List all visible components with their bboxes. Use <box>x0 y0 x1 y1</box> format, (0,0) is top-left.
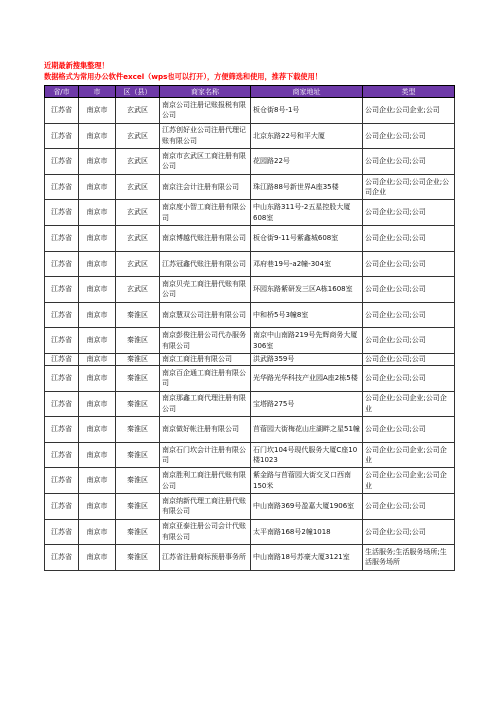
business-name-cell: 南京慧双公司注册有限公司 <box>160 302 251 328</box>
table-row <box>45 353 455 365</box>
table-row <box>45 302 455 328</box>
province-cell: 江苏省 <box>45 200 79 226</box>
address-cell: 板仓街8号-1号 <box>251 98 363 124</box>
address-cell: 洪武路359号 <box>251 353 363 365</box>
business-name-cell: 南京那鑫工商代理注册有限公司 <box>160 391 251 417</box>
business-name-cell: 南京市玄武区工商注册有限公司 <box>160 149 251 175</box>
table-row <box>45 328 455 354</box>
business-name-cell: 南京石门坎会计注册有限公司 <box>160 442 251 468</box>
district-cell: 秦淮区 <box>116 353 160 365</box>
city-cell: 南京市 <box>79 353 116 365</box>
table-row <box>45 468 455 494</box>
business-name-cell: 江苏省注册商标预册事务所 <box>160 545 251 571</box>
table-row <box>45 200 455 226</box>
province-cell: 江苏省 <box>45 353 79 365</box>
address-cell: 光华路光华科技产业园A座2栋5楼 <box>251 365 363 391</box>
district-cell: 秦淮区 <box>116 442 160 468</box>
province-cell: 江苏省 <box>45 493 79 519</box>
district-cell: 秦淮区 <box>116 545 160 571</box>
header-type: 类型 <box>363 86 455 98</box>
type-cell: 公司企业;公司;公司 <box>363 519 455 545</box>
type-cell: 公司企业;公司;公司 <box>363 328 455 354</box>
business-name-cell: 南京百企通工商注册有限公司 <box>160 365 251 391</box>
address-cell: 中和桥5号3幢8室 <box>251 302 363 328</box>
district-cell: 秦淮区 <box>116 519 160 545</box>
district-cell: 秦淮区 <box>116 468 160 494</box>
province-cell: 江苏省 <box>45 545 79 571</box>
city-cell: 南京市 <box>79 519 116 545</box>
address-cell: 宝塔路275号 <box>251 391 363 417</box>
table-row <box>45 519 455 545</box>
business-name-cell: 南京胜利工商注册代账有限公司 <box>160 468 251 494</box>
city-cell: 南京市 <box>79 417 116 443</box>
province-cell: 江苏省 <box>45 302 79 328</box>
district-cell: 秦淮区 <box>116 302 160 328</box>
district-cell: 秦淮区 <box>116 328 160 354</box>
address-cell: 板仓街9-11号紫鑫城608室 <box>251 225 363 251</box>
header-city: 市 <box>79 86 116 98</box>
business-name-cell: 南京注会计注册有限公司 <box>160 174 251 200</box>
notice-line-1: 近期最新搜集整理！ <box>44 61 109 70</box>
district-cell: 玄武区 <box>116 200 160 226</box>
address-cell: 邓府巷19号-a2幢-304室 <box>251 251 363 277</box>
table-row <box>45 251 455 277</box>
address-cell: 花园路22号 <box>251 149 363 175</box>
address-cell: 北京东路22号和平大厦 <box>251 123 363 149</box>
province-cell: 江苏省 <box>45 328 79 354</box>
address-cell: 中山南路18号苏豪大厦3121室 <box>251 545 363 571</box>
type-cell: 公司企业;公司;公司 <box>363 149 455 175</box>
type-cell: 公司企业;公司企业;公司企业 <box>363 442 455 468</box>
district-cell: 玄武区 <box>116 149 160 175</box>
business-name-cell: 江苏创好业公司注册代理记账有限公司 <box>160 123 251 149</box>
province-cell: 江苏省 <box>45 251 79 277</box>
type-cell: 公司企业;公司;公司 <box>363 493 455 519</box>
province-cell: 江苏省 <box>45 391 79 417</box>
type-cell: 公司企业;公司企业;公司企业 <box>363 391 455 417</box>
header-district: 区（县） <box>116 86 160 98</box>
city-cell: 南京市 <box>79 149 116 175</box>
address-cell: 环园东路紫研发三区A栋1608室 <box>251 277 363 303</box>
city-cell: 南京市 <box>79 442 116 468</box>
address-cell: 石门坎104号现代服务大厦C座10楼1023 <box>251 442 363 468</box>
table-row <box>45 174 455 200</box>
city-cell: 南京市 <box>79 391 116 417</box>
province-cell: 江苏省 <box>45 174 79 200</box>
province-cell: 江苏省 <box>45 225 79 251</box>
table-row <box>45 545 455 571</box>
province-cell: 江苏省 <box>45 468 79 494</box>
city-cell: 南京市 <box>79 365 116 391</box>
type-cell: 公司企业;公司;公司 <box>363 353 455 365</box>
business-listing-table <box>44 85 455 571</box>
header-province: 省/市 <box>45 86 79 98</box>
type-cell: 公司企业;公司;公司 <box>363 277 455 303</box>
table-row <box>45 442 455 468</box>
business-name-cell: 南京彭俊注册公司代办服务有限公司 <box>160 328 251 354</box>
district-cell: 秦淮区 <box>116 493 160 519</box>
notice-line-2: 数据格式为常用办公软件excel（wps也可以打开），方便筛选和使用，推荐下载使用！ <box>44 71 322 81</box>
table-row <box>45 225 455 251</box>
table-row <box>45 391 455 417</box>
business-name-cell: 南京博越代账注册有限公司 <box>160 225 251 251</box>
table-row <box>45 149 455 175</box>
address-cell: 南京中山南路219号先辉商务大厦306室 <box>251 328 363 354</box>
city-cell: 南京市 <box>79 328 116 354</box>
business-name-cell: 南京纳新代理工商注册代账有限公司 <box>160 493 251 519</box>
table-row <box>45 277 455 303</box>
province-cell: 江苏省 <box>45 123 79 149</box>
business-name-cell: 南京度小智工商注册有限公司 <box>160 200 251 226</box>
city-cell: 南京市 <box>79 277 116 303</box>
district-cell: 玄武区 <box>116 225 160 251</box>
district-cell: 玄武区 <box>116 277 160 303</box>
city-cell: 南京市 <box>79 123 116 149</box>
district-cell: 玄武区 <box>116 123 160 149</box>
table-body <box>45 98 455 571</box>
address-cell: 太平南路168号2幢1018 <box>251 519 363 545</box>
district-cell: 玄武区 <box>116 251 160 277</box>
type-cell: 公司企业;公司;公司 <box>363 365 455 391</box>
address-cell: 中山东路311号-2五星控股大厦608室 <box>251 200 363 226</box>
province-cell: 江苏省 <box>45 519 79 545</box>
city-cell: 南京市 <box>79 493 116 519</box>
type-cell: 公司企业;公司;公司企业;公司企业 <box>363 174 455 200</box>
type-cell: 公司企业;公司;公司 <box>363 225 455 251</box>
type-cell: 公司企业;公司企业;公司 <box>363 98 455 124</box>
district-cell: 秦淮区 <box>116 365 160 391</box>
province-cell: 江苏省 <box>45 417 79 443</box>
type-cell: 公司企业;公司;公司 <box>363 302 455 328</box>
table-row <box>45 493 455 519</box>
city-cell: 南京市 <box>79 545 116 571</box>
city-cell: 南京市 <box>79 174 116 200</box>
business-name-cell: 南京工商注册有限公司 <box>160 353 251 365</box>
business-name-cell: 南京做好帐注册有限公司 <box>160 417 251 443</box>
table-header-row <box>45 86 455 98</box>
district-cell: 玄武区 <box>116 98 160 124</box>
city-cell: 南京市 <box>79 98 116 124</box>
province-cell: 江苏省 <box>45 98 79 124</box>
business-name-cell: 南京公司注册记账报税有限公司 <box>160 98 251 124</box>
city-cell: 南京市 <box>79 200 116 226</box>
type-cell: 公司企业;公司;公司 <box>363 417 455 443</box>
table-row <box>45 98 455 124</box>
business-name-cell: 南京贝壳工商注册代账有限公司 <box>160 277 251 303</box>
city-cell: 南京市 <box>79 225 116 251</box>
table-row <box>45 123 455 149</box>
address-cell: 中山南路369号盈嘉大厦1906室 <box>251 493 363 519</box>
header-business-name: 商家名称 <box>160 86 251 98</box>
business-name-cell: 南京亚泰注册公司会计代账有限公司 <box>160 519 251 545</box>
document-page <box>44 61 454 571</box>
province-cell: 江苏省 <box>45 277 79 303</box>
province-cell: 江苏省 <box>45 365 79 391</box>
header-business-address: 商家地址 <box>251 86 363 98</box>
table-row <box>45 417 455 443</box>
province-cell: 江苏省 <box>45 149 79 175</box>
city-cell: 南京市 <box>79 468 116 494</box>
address-cell: 紫金路与苜蓿园大街交叉口西南150米 <box>251 468 363 494</box>
province-cell: 江苏省 <box>45 442 79 468</box>
district-cell: 秦淮区 <box>116 391 160 417</box>
type-cell: 生活服务;生活服务场所;生活服务场所 <box>363 545 455 571</box>
type-cell: 公司企业;公司;公司 <box>363 200 455 226</box>
type-cell: 公司企业;公司企业;公司企业 <box>363 468 455 494</box>
type-cell: 公司企业;公司;公司 <box>363 123 455 149</box>
district-cell: 玄武区 <box>116 174 160 200</box>
address-cell: 苜蓿园大街梅花山庄湖畔之星51幢 <box>251 417 363 443</box>
type-cell: 公司企业;公司;公司 <box>363 251 455 277</box>
district-cell: 秦淮区 <box>116 417 160 443</box>
city-cell: 南京市 <box>79 302 116 328</box>
city-cell: 南京市 <box>79 251 116 277</box>
business-name-cell: 江苏冠鑫代账注册有限公司 <box>160 251 251 277</box>
table-row <box>45 365 455 391</box>
address-cell: 珠江路88号新世界A座35楼 <box>251 174 363 200</box>
